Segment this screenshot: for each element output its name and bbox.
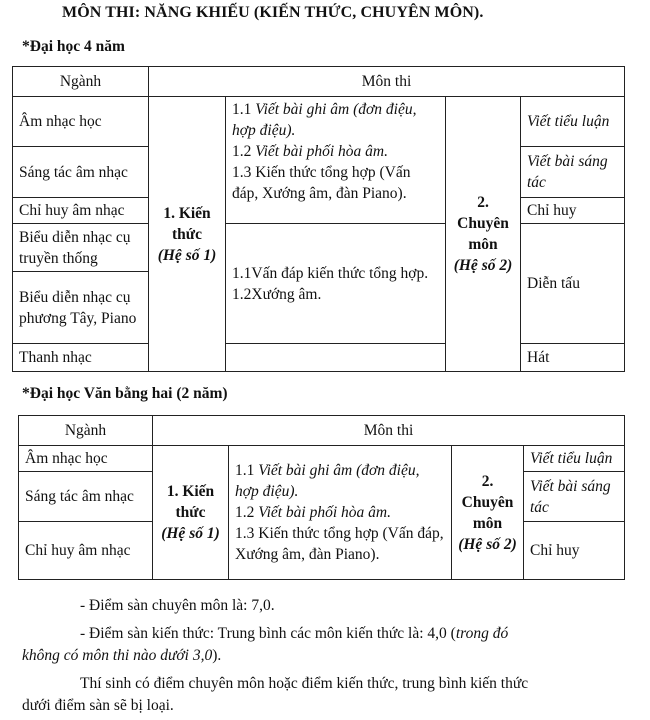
note-knowledge-floor-cont	[22, 644, 221, 667]
note-knowledge-floor	[80, 622, 508, 645]
specialty-label-title: 2. Chuyên môn	[457, 194, 509, 253]
specialty-item: Viết bài sáng tác	[524, 472, 625, 522]
knowledge-items	[229, 446, 452, 580]
knowledge-item: Viết bài ghi âm (đơn điệu, hợp điệu).	[235, 462, 420, 500]
column-header-major: Ngành	[13, 67, 149, 97]
knowledge-item: Viết bài phối hòa âm.	[255, 143, 388, 160]
major-cell: Âm nhạc học	[19, 446, 153, 472]
note-text-italic: trong đó	[455, 625, 509, 642]
specialty-item: Chỉ huy	[524, 522, 625, 580]
major-cell: Thanh nhạc	[13, 344, 149, 372]
knowledge-label	[149, 97, 226, 372]
column-header-subject: Môn thi	[153, 416, 625, 446]
exam-table-second-degree	[18, 415, 625, 580]
knowledge-label-title: 1. Kiến thức	[166, 483, 215, 521]
knowledge-label	[153, 446, 229, 580]
knowledge-item: 1.3 Kiến thức tổng hợp (Vấn đáp, Xướng âm, đàn Piano).	[232, 164, 411, 202]
knowledge-item: Viết bài ghi âm (đơn điệu, hợp điệu).	[232, 101, 417, 139]
note-text: ).	[212, 647, 222, 664]
knowledge-item: 1.1Vấn đáp kiến thức tổng hợp.	[232, 264, 429, 282]
page-heading: MÔN THI: NĂNG KHIẾU (KIẾN THỨC, CHUYÊN MÔN).	[62, 4, 484, 21]
knowledge-label-title: 1. Kiến thức	[163, 204, 211, 243]
knowledge-coefficient: (Hệ số 1)	[161, 525, 220, 542]
major-cell: Âm nhạc học	[13, 97, 149, 147]
knowledge-coefficient: (Hệ số 1)	[157, 246, 217, 264]
item-number: 1.2	[235, 504, 255, 521]
column-header-major: Ngành	[19, 416, 153, 446]
item-number: 1.1	[235, 462, 255, 479]
item-number: 1.2	[232, 143, 252, 160]
note-specialty-floor: - Điểm sàn chuyên môn là: 7,0.	[80, 597, 275, 614]
major-cell: Biểu diễn nhạc cụ phương Tây, Piano	[13, 272, 149, 344]
specialty-coefficient: (Hệ số 2)	[458, 535, 517, 553]
knowledge-item: 1.3 Kiến thức tổng hợp (Vấn đáp, Xướng âm, đàn Piano).	[235, 525, 444, 563]
specialty-item: Viết tiểu luận	[524, 446, 625, 472]
knowledge-items-group-b	[226, 224, 446, 344]
major-cell: Chỉ huy âm nhạc	[19, 522, 153, 580]
note-text-italic: không có môn thi nào dưới 3,0	[22, 647, 213, 664]
knowledge-items-group-a	[226, 97, 446, 224]
knowledge-item: 1.2Xướng âm.	[232, 285, 322, 303]
specialty-label-title: 2. Chuyên môn	[461, 472, 514, 532]
major-cell: Sáng tác âm nhạc	[13, 147, 149, 198]
major-cell: Chỉ huy âm nhạc	[13, 198, 149, 224]
specialty-item: Chỉ huy	[521, 198, 625, 224]
specialty-item: Hát	[521, 344, 625, 372]
specialty-item: Viết bài sáng tác	[521, 147, 625, 198]
column-header-subject: Môn thi	[149, 67, 625, 97]
note-disqualification: Thí sinh có điểm chuyên môn hoặc điểm kiến thức, trung bình kiến thức	[80, 675, 529, 692]
specialty-label	[452, 446, 524, 580]
section-title-4-year: *Đại học 4 năm	[22, 38, 125, 55]
specialty-label	[446, 97, 521, 372]
knowledge-empty-cell	[226, 344, 446, 372]
major-cell: Biểu diễn nhạc cụ truyền thống	[13, 224, 149, 272]
major-cell: Sáng tác âm nhạc	[19, 472, 153, 522]
note-text: - Điểm sàn kiến thức: Trung bình các môn kiến thức là: 4,0 (	[80, 625, 456, 642]
specialty-coefficient: (Hệ số 2)	[453, 257, 513, 274]
specialty-item: Viết tiểu luận	[521, 97, 625, 147]
knowledge-item: Viết bài phối hòa âm.	[258, 504, 391, 521]
note-disqualification-cont: dưới điểm sàn sẽ bị loại.	[22, 697, 174, 714]
section-title-second-degree: *Đại học Văn bằng hai (2 năm)	[22, 385, 228, 402]
exam-table-4-year	[12, 66, 625, 372]
specialty-item: Diễn tấu	[521, 224, 625, 344]
item-number: 1.1	[232, 101, 252, 118]
